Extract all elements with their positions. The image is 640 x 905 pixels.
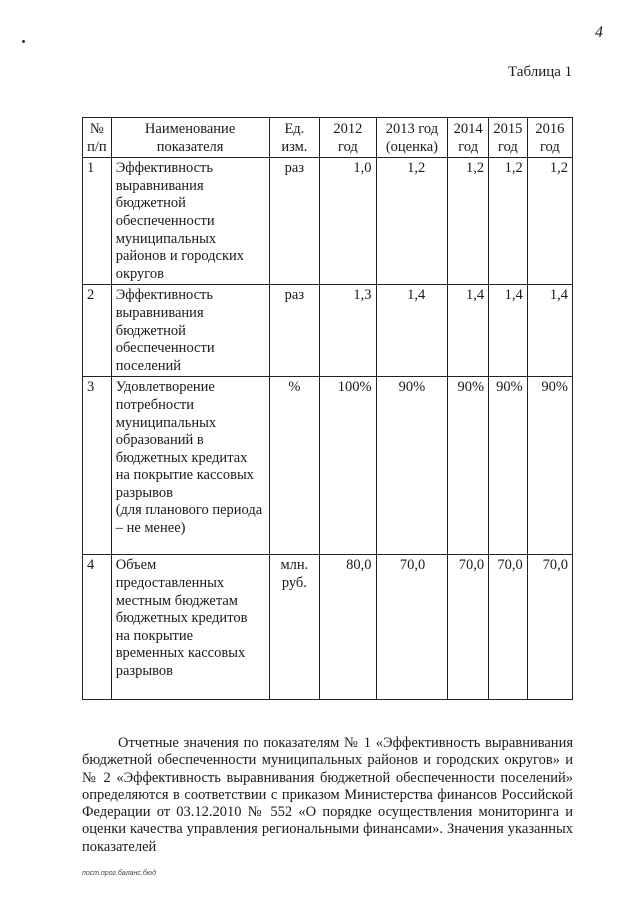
table-header-row	[83, 118, 573, 158]
header-2012: 2012 год	[320, 118, 376, 158]
row-value-2016: 70,0	[527, 555, 572, 700]
row-num: 4	[83, 555, 112, 700]
row-value-2012: 80,0	[320, 555, 376, 700]
header-2015: 2015 год	[489, 118, 528, 158]
table-row	[83, 377, 573, 555]
header-num: № п/п	[83, 118, 112, 158]
row-value-2013: 1,2	[376, 158, 448, 285]
table-row	[83, 158, 573, 285]
row-value-2014: 1,4	[448, 285, 489, 377]
row-indicator-cell	[111, 377, 269, 555]
header-2014: 2014 год	[448, 118, 489, 158]
row-value-2013: 70,0	[376, 555, 448, 700]
header-2013: 2013 год (оценка)	[376, 118, 448, 158]
page-number: 4	[595, 24, 603, 41]
scan-dot-mark	[22, 40, 25, 43]
table-caption: Таблица 1	[508, 64, 573, 80]
row-unit: млн. руб.	[269, 555, 320, 700]
row-value-2016: 1,4	[527, 285, 572, 377]
row-value-2012: 1,3	[320, 285, 376, 377]
row-value-2014: 1,2	[448, 158, 489, 285]
row-indicator-note: (для планового периода – не менее)	[115, 502, 263, 537]
row-unit: %	[269, 377, 320, 555]
row-num: 3	[83, 377, 112, 555]
body-paragraph: Отчетные значения по показателям № 1 «Эффективность выравнивания бюджетной обеспеченности муниципальных районов и городских округов» и № 2 «Эффективность выравнивания бюджетной обеспеченности поселений» определяются в соответствии с приказом Министерства финансов Российской Федерации от 03.12.2010 № 552 «О порядке осуществления мониторинга и оценки качества управления региональными финансами». Значения указанных показателей	[82, 735, 573, 855]
row-unit: раз	[269, 158, 320, 285]
row-value-2015: 70,0	[489, 555, 528, 700]
row-value-2016: 90%	[527, 377, 572, 555]
row-value-2015: 90%	[489, 377, 528, 555]
row-indicator-name: Эффективность выравнивания бюджетной обеспеченности муниципальных районов и городских округов	[111, 158, 269, 285]
row-indicator-name: Удовлетворение потребности муниципальных образований в бюджетных кредитах на покрытие кассовых разрывов	[115, 379, 254, 501]
table-row	[83, 555, 573, 700]
row-value-2012: 100%	[320, 377, 376, 555]
indicators-table	[82, 117, 573, 700]
row-num: 2	[83, 285, 112, 377]
footer-file-note: пост.прог.баланс.бюд	[82, 870, 156, 877]
row-num: 1	[83, 158, 112, 285]
table-row	[83, 285, 573, 377]
row-value-2016: 1,2	[527, 158, 572, 285]
row-value-2013: 90%	[376, 377, 448, 555]
row-value-2015: 1,2	[489, 158, 528, 285]
header-unit: Ед. изм.	[269, 118, 320, 158]
header-name: Наименование показателя	[111, 118, 269, 158]
row-value-2013: 1,4	[376, 285, 448, 377]
header-2016: 2016 год	[527, 118, 572, 158]
row-unit: раз	[269, 285, 320, 377]
row-value-2012: 1,0	[320, 158, 376, 285]
row-indicator-name: Эффективность выравнивания бюджетной обеспеченности поселений	[111, 285, 269, 377]
row-value-2015: 1,4	[489, 285, 528, 377]
row-value-2014: 90%	[448, 377, 489, 555]
row-value-2014: 70,0	[448, 555, 489, 700]
row-indicator-name: Объем предоставленных местным бюджетам бюджетных кредитов на покрытие временных кассовых разрывов	[111, 555, 269, 700]
